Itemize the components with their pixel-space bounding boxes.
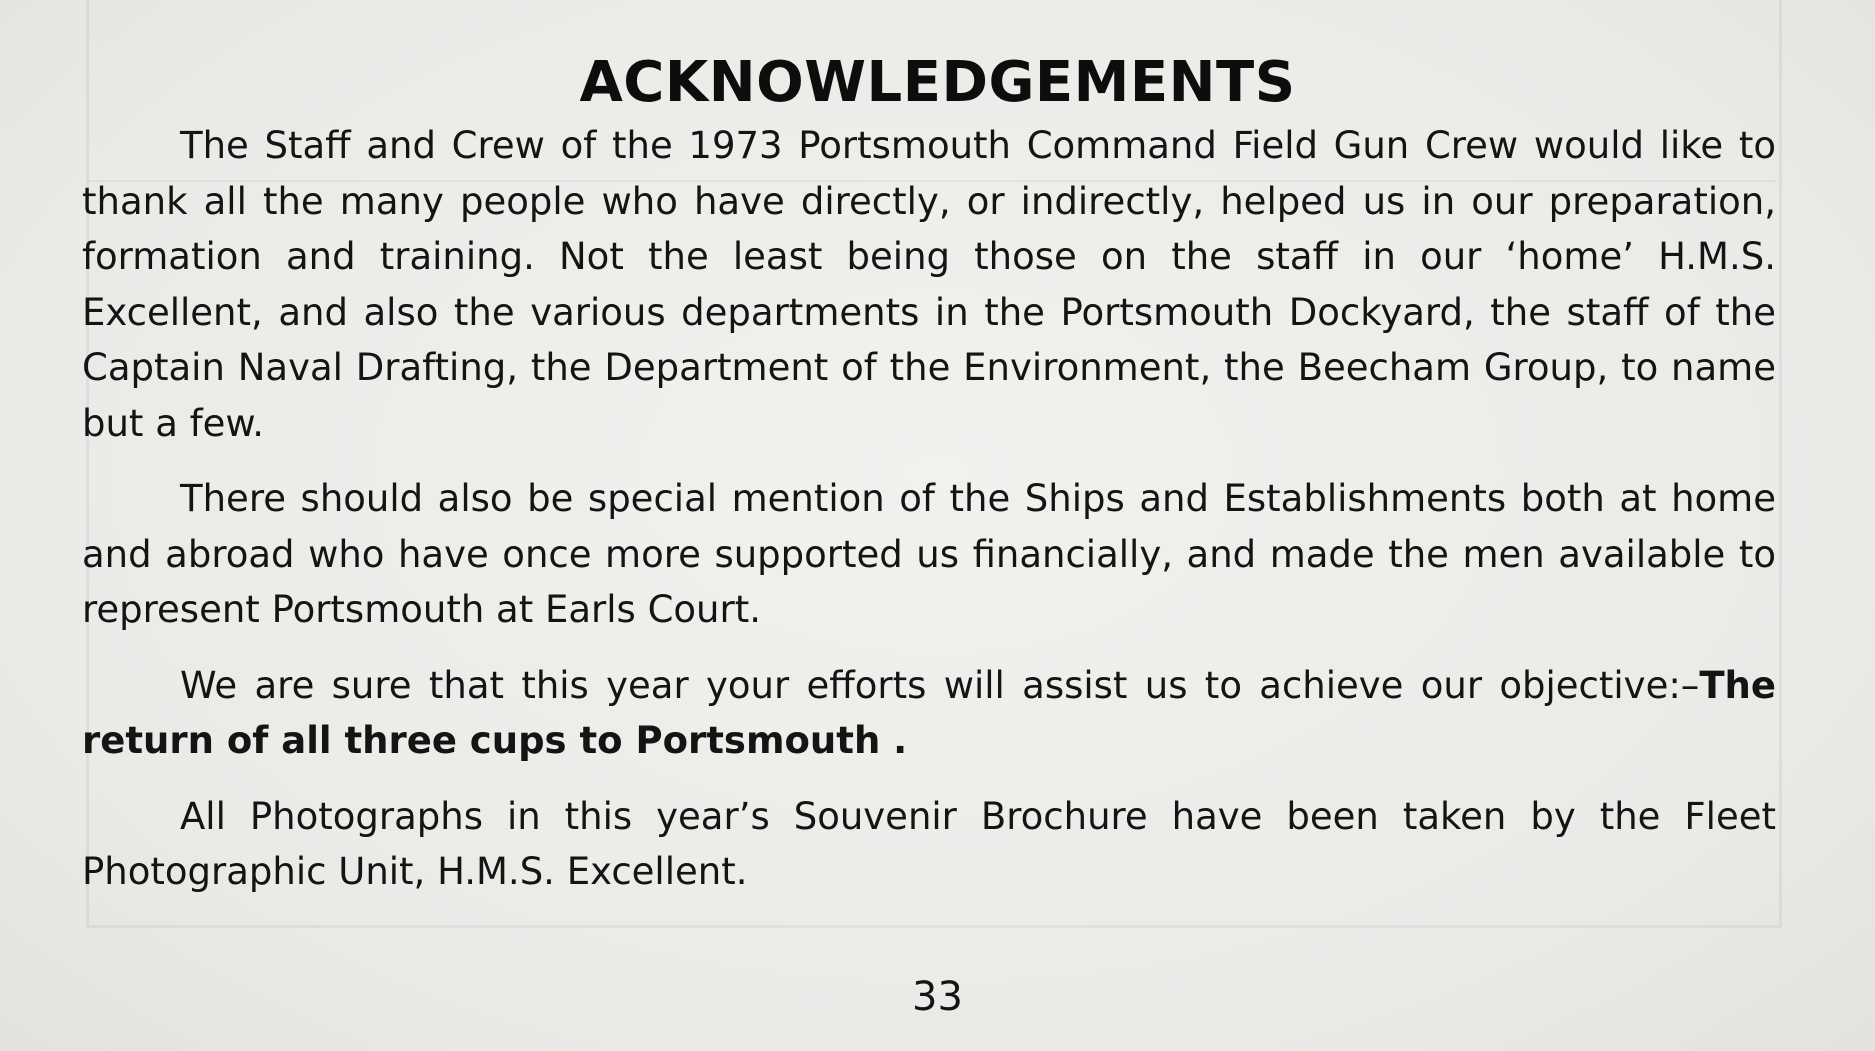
paragraph-photographs: All Photographs in this year’s Souvenir Brochure have been taken by the Fleet Photographic Unit, H.M.S. Excellent. (82, 794, 1776, 893)
objective-lead-text: We are sure that this year your efforts will assist us to achieve our objective:– (180, 663, 1700, 707)
page-number: 33 (912, 974, 963, 1020)
acknowledgements-body (82, 118, 1776, 920)
page-title: ACKNOWLEDGEMENTS (579, 49, 1296, 115)
paragraph-objective (82, 658, 1776, 769)
objective-emphasis: The return of all three cups to Portsmouth . (82, 663, 1776, 762)
paragraph-thanks: The Staff and Crew of the 1973 Portsmouth Command Field Gun Crew would like to thank all the many people who have directly, or indirectly, helped us in our preparation, formation and training. Not the least being those on the staff in our ‘home’ H.M.S. Excellent, and also the various departments in the Portsmouth Dockyard, the staff of the Captain Naval Drafting, the Department of the Environment, the Beecham Group, to name but a few. (82, 124, 1776, 445)
paragraph-special-mention: There should also be special mention of the Ships and Establishments both at home and abroad who have once more supported us financially, and made the men available to represent Portsmouth at Earls Court. (82, 477, 1776, 631)
